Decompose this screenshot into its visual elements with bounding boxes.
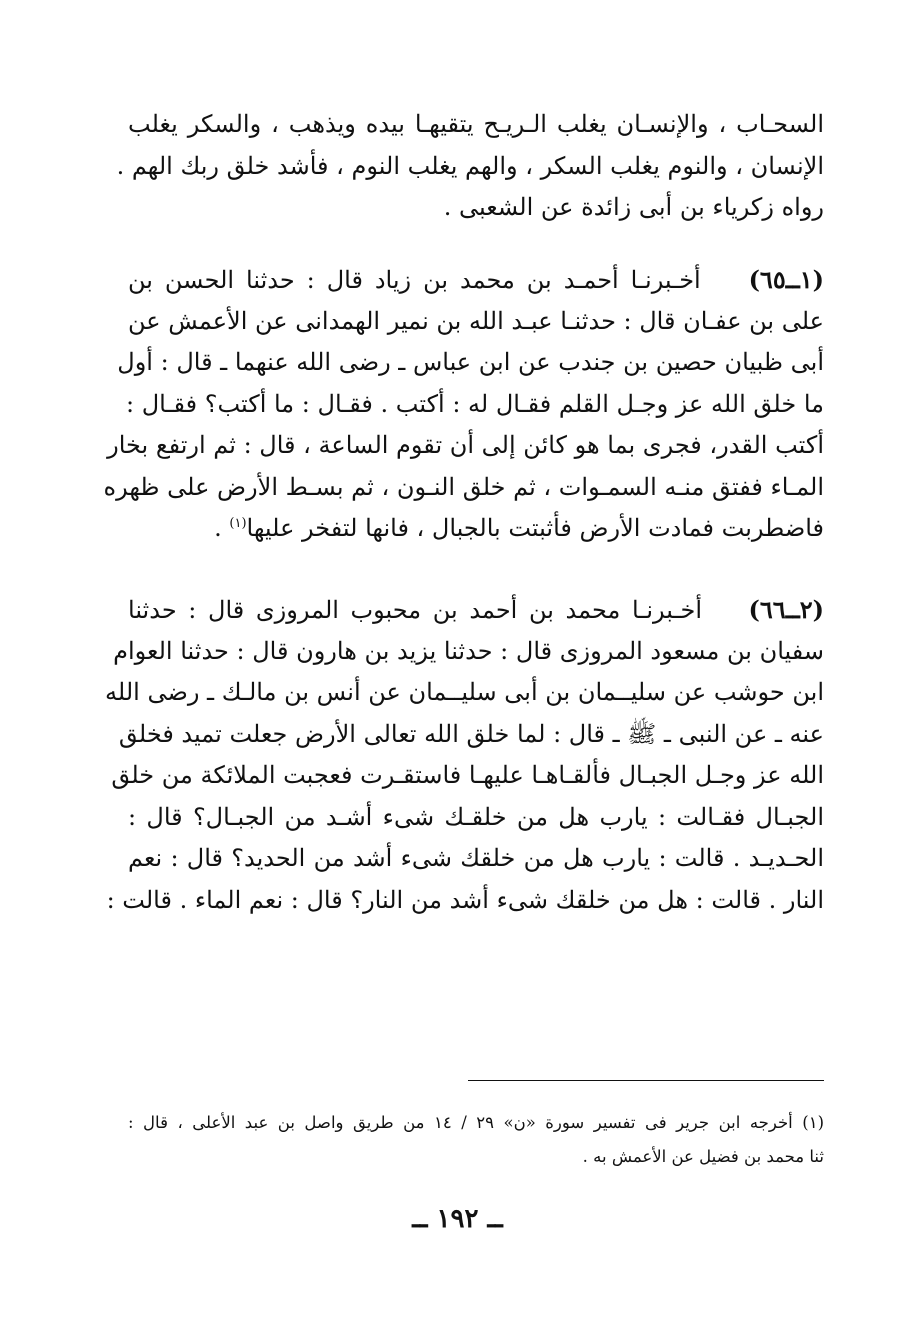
text-line: ابن حوشب عن سليــمان بن أبى سليــمان عن أنس بن مالـك ـ رضى الله [105,678,824,706]
footnote-line: ثنا محمد بن فضيل عن الأعمش به . [582,1147,824,1166]
text-line: الحـديـد . قالت : يارب هل من خلقك شىء أشد من الحديد؟ قال : نعم [128,844,824,872]
hadith-number: (٢ــ٦٦) [748,595,824,624]
text-line: الله عز وجـل الجبـال فألقـاهـا عليهـا فاستقـرت فعجبت الملائكة من خلق [111,761,824,789]
text-line: رواه زكرياء بن أبى زائدة عن الشعبى . [443,193,824,221]
text-line [128,589,824,631]
text-line: النار . قالت : هل من خلقك شىء أشد من النار؟ قال : نعم الماء . قالت : [106,885,824,914]
paragraph-hadith-66 [105,589,824,921]
paragraph-hadith-65 [103,259,825,550]
text-line: سفيان بن مسعود المروزى قال : حدثنا يزيد بن هارون قال : حدثنا العوام [113,636,824,665]
text-line [128,259,824,301]
text-line: المـاء ففتق منـه السمـوات ، ثم خلق النـون ، ثم بسـط الأرض على ظهره [103,472,824,501]
text-segment: . [214,514,230,542]
footnote-reference[interactable]: (١) [229,516,247,531]
text-line: على بن عفـان قال : حدثنـا عبـد الله بن نمير الهمدانى عن الأعمش عن [128,306,824,335]
text-segment: أخـبرنـا أحمـد بن محمد بن زياد قال : حدثنا الحسن بن [128,266,701,294]
text-line [128,508,824,550]
page-number: ــ ١٩٢ ــ [412,1204,503,1234]
text-segment: فاضطربت فمادت الأرض فأثبتت بالجبال ، فانها لتفخر عليها [246,514,824,542]
paragraph-1 [116,104,824,229]
footnote-line: (١) أخرجه ابن جرير فى تفسير سورة «ن» ٢٩ / ١٤ من طريق واصل بن عبد الأعلى ، قال : [128,1113,824,1132]
hadith-number: (١ــ٦٥) [748,265,825,294]
text-line: أكتب القدر، فجرى بما هو كائن إلى أن تقوم الساعة ، قال : ثم ارتفع بخار [107,431,824,459]
text-segment: أخـبرنـا محمد بن أحمد بن محبوب المروزى قال : حدثنا [128,596,703,624]
text-line: أبى ظبيان حصين بن جندب عن ابن عباس ـ رضى الله عنهما ـ قال : أول [117,348,824,376]
footnote-separator [468,1080,824,1081]
text-line: السحـاب ، والإنسـان يغلب الـريـح يتقيهـا بيده ويذهب ، والسكر يغلب [128,110,824,138]
footnote [128,1106,824,1174]
text-line: عنه ـ عن النبى ـ ﷺ ـ قال : لما خلق الله تعالى الأرض جعلت تميد فخلق [118,719,824,748]
text-line: الإنسان ، والنوم يغلب السكر ، والهم يغلب النوم ، فأشد خلق ربك الهم . [116,151,824,180]
text-line: ما خلق الله عز وجـل القلم فقـال له : أكتب . فقـال : ما أكتب؟ فقـال : [125,389,824,418]
text-line: الجبـال فقـالت : يارب هل من خلقـك شىء أشـد من الجبـال؟ قال : [128,802,824,831]
